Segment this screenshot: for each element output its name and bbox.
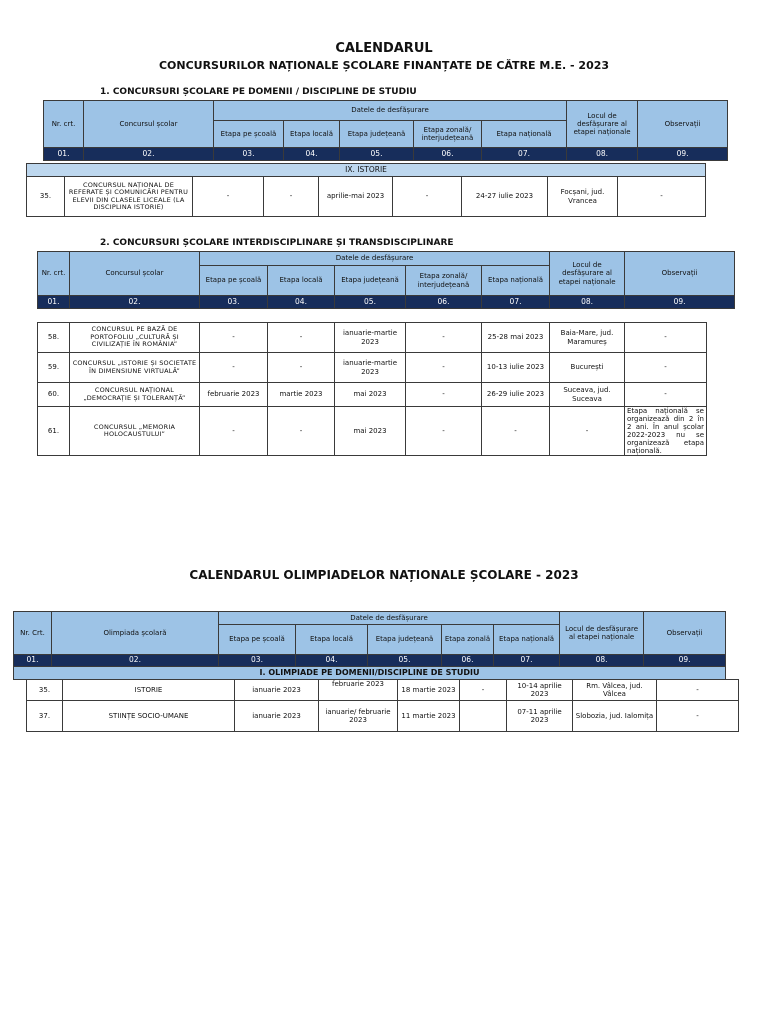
table-row — [38, 407, 707, 456]
row-judeteana: ianuarie-martie 2023 — [335, 323, 406, 353]
header-etapa-zonala: Etapa zonală/ interjudețeană — [406, 266, 482, 296]
row-obs: - — [657, 680, 739, 701]
col-number: 01. — [44, 148, 84, 161]
row-judeteana: aprilie-mai 2023 — [319, 177, 393, 217]
section-1-istorie-table — [26, 163, 706, 217]
header-etapa-nationala: Etapa națională — [482, 266, 550, 296]
col-number: 09. — [638, 148, 728, 161]
table-row — [27, 701, 739, 732]
row-nationala: - — [482, 407, 550, 456]
header-datele: Datele de desfășurare — [214, 101, 567, 121]
row-locul: Focșani, jud. Vrancea — [548, 177, 618, 217]
row-scoala: ianuarie 2023 — [235, 680, 319, 701]
col-number: 07. — [482, 296, 550, 309]
header-nr-crt: Nr. crt. — [44, 101, 84, 148]
row-nationala: 07-11 aprilie 2023 — [507, 701, 573, 732]
row-zonala: - — [393, 177, 462, 217]
row-obs: - — [618, 177, 706, 217]
header-observatii: Observații — [625, 252, 735, 296]
col-number: 07. — [494, 655, 560, 667]
header-etapa-judeteana: Etapa județeană — [340, 121, 414, 148]
col-number: 08. — [550, 296, 625, 309]
row-locala: februarie 2023 — [319, 680, 398, 701]
row-zonala: - — [406, 383, 482, 407]
col-number: 09. — [625, 296, 735, 309]
header-etapa-scoala: Etapa pe școală — [214, 121, 284, 148]
row-zonala: - — [406, 323, 482, 353]
row-locala: - — [268, 323, 335, 353]
header-locul: Locul de desfășurare al etapei naționale — [567, 101, 638, 148]
row-scoala: - — [200, 353, 268, 383]
col-number: 04. — [284, 148, 340, 161]
col-number: 08. — [567, 148, 638, 161]
row-nationala: 10-13 iulie 2023 — [482, 353, 550, 383]
row-olimpiada: ISTORIE — [63, 680, 235, 701]
row-nr: 58. — [38, 323, 70, 353]
header-datele: Datele de desfășurare — [219, 612, 560, 625]
row-nr: 35. — [27, 680, 63, 701]
table-row — [27, 177, 706, 217]
col-number: 04. — [296, 655, 368, 667]
row-locala: - — [264, 177, 319, 217]
col-number: 03. — [214, 148, 284, 161]
col-number: 01. — [38, 296, 70, 309]
row-judeteana: mai 2023 — [335, 407, 406, 456]
row-judeteana: ianuarie-martie 2023 — [335, 353, 406, 383]
row-zonala: - — [406, 353, 482, 383]
row-locul: București — [550, 353, 625, 383]
header-nr-crt: Nr. Crt. — [14, 612, 52, 655]
row-zonala: - — [460, 680, 507, 701]
header-etapa-locala: Etapa locală — [284, 121, 340, 148]
col-number: 06. — [442, 655, 494, 667]
col-number: 07. — [482, 148, 567, 161]
col-number: 03. — [219, 655, 296, 667]
olimpiade-rows-table — [26, 679, 739, 732]
table-row — [38, 353, 707, 383]
row-nr: 37. — [27, 701, 63, 732]
row-judeteana: mai 2023 — [335, 383, 406, 407]
header-etapa-locala: Etapa locală — [268, 266, 335, 296]
row-locala: ianuarie/ februarie 2023 — [319, 701, 398, 732]
col-number: 05. — [340, 148, 414, 161]
table-row — [38, 323, 707, 353]
category-band-istorie: IX. ISTORIE — [27, 164, 706, 177]
olimpiade-title: CALENDARUL OLIMPIADELOR NAȚIONALE ȘCOLARE - 2023 — [189, 568, 579, 582]
col-number: 05. — [335, 296, 406, 309]
row-olimpiada: STIINȚE SOCIO-UMANE — [63, 701, 235, 732]
header-etapa-locala: Etapa locală — [296, 625, 368, 655]
row-locul: Rm. Vâlcea, jud. Vâlcea — [573, 680, 657, 701]
table-row — [27, 680, 739, 701]
header-etapa-nationala: Etapa națională — [482, 121, 567, 148]
col-number: 02. — [52, 655, 219, 667]
col-number: 04. — [268, 296, 335, 309]
row-obs: - — [657, 701, 739, 732]
row-nr: 61. — [38, 407, 70, 456]
row-scoala: februarie 2023 — [200, 383, 268, 407]
row-nr: 35. — [27, 177, 65, 217]
header-etapa-scoala: Etapa pe școală — [219, 625, 296, 655]
col-number: 01. — [14, 655, 52, 667]
row-locul: Slobozia, jud. Ialomița — [573, 701, 657, 732]
header-etapa-judeteana: Etapa județeană — [335, 266, 406, 296]
olimpiade-header-table — [13, 611, 726, 680]
header-observatii: Observații — [644, 612, 726, 655]
section-1-header-table — [43, 100, 728, 161]
header-etapa-scoala: Etapa pe școală — [200, 266, 268, 296]
category-band-olimpiade: I. OLIMPIADE PE DOMENII/DISCIPLINE DE STUDIU — [14, 667, 726, 680]
row-locala: - — [268, 353, 335, 383]
header-observatii: Observații — [638, 101, 728, 148]
row-scoala: - — [200, 407, 268, 456]
row-concurs: CONCURSUL NAȚIONAL DE REFERATE ȘI COMUNICĂRI PENTRU ELEVII DIN CLASELE LICEALE (LA DISCIPLINA ISTORIE) — [65, 177, 193, 217]
row-nationala: 24-27 iulie 2023 — [462, 177, 548, 217]
row-scoala: - — [200, 323, 268, 353]
col-number: 05. — [368, 655, 442, 667]
row-locul: - — [550, 407, 625, 456]
header-etapa-zonala: Etapa zonală — [442, 625, 494, 655]
document-title: CALENDARUL — [335, 41, 433, 56]
row-scoala: ianuarie 2023 — [235, 701, 319, 732]
row-locala: - — [268, 407, 335, 456]
row-nationala: 26-29 iulie 2023 — [482, 383, 550, 407]
col-number: 02. — [84, 148, 214, 161]
col-number: 09. — [644, 655, 726, 667]
header-olimpiada: Olimpiada școlară — [52, 612, 219, 655]
row-nationala: 25-28 mai 2023 — [482, 323, 550, 353]
document-subtitle: CONCURSURILOR NAȚIONALE ȘCOLARE FINANȚATE DE CĂTRE M.E. - 2023 — [158, 59, 610, 72]
row-locul: Baia-Mare, jud. Maramureș — [550, 323, 625, 353]
row-obs: - — [625, 323, 707, 353]
row-zonala — [460, 701, 507, 732]
row-locul: Suceava, jud. Suceava — [550, 383, 625, 407]
row-obs: - — [625, 353, 707, 383]
header-concursul: Concursul școlar — [84, 101, 214, 148]
row-locala: martie 2023 — [268, 383, 335, 407]
header-etapa-zonala: Etapa zonală/ interjudețeană — [414, 121, 482, 148]
row-nr: 59. — [38, 353, 70, 383]
row-concurs: CONCURSUL „ISTORIE ȘI SOCIETATE ÎN DIMENSIUNE VIRTUALĂ” — [70, 353, 200, 383]
table-row — [38, 383, 707, 407]
header-datele: Datele de desfășurare — [200, 252, 550, 266]
row-obs: - — [625, 383, 707, 407]
row-zonala: - — [406, 407, 482, 456]
row-nr: 60. — [38, 383, 70, 407]
row-nationala: 10-14 aprilie 2023 — [507, 680, 573, 701]
header-nr-crt: Nr. crt. — [38, 252, 70, 296]
row-judeteana: 18 martie 2023 — [398, 680, 460, 701]
row-concurs: CONCURSUL „MEMORIA HOLOCAUSTULUI” — [70, 407, 200, 456]
row-concurs: CONCURSUL PE BAZĂ DE PORTOFOLIU „CULTURĂ ȘI CIVILIZAȚIE ÎN ROMÂNIA” — [70, 323, 200, 353]
col-number: 06. — [406, 296, 482, 309]
section-2-rows-table — [37, 322, 707, 456]
row-judeteana: 11 martie 2023 — [398, 701, 460, 732]
col-number: 02. — [70, 296, 200, 309]
section-2-header-table — [37, 251, 735, 309]
col-number: 06. — [414, 148, 482, 161]
col-number: 03. — [200, 296, 268, 309]
header-locul: Locul de desfășurare al etapei naționale — [550, 252, 625, 296]
header-etapa-judeteana: Etapa județeană — [368, 625, 442, 655]
section-2-heading: 2. CONCURSURI ȘCOLARE INTERDISCIPLINARE ȘI TRANSDISCIPLINARE — [100, 238, 454, 248]
row-concurs: CONCURSUL NAȚIONAL „DEMOCRAȚIE ȘI TOLERANȚĂ” — [70, 383, 200, 407]
header-locul: Locul de desfășurare al etapei naționale — [560, 612, 644, 655]
header-concursul: Concursul școlar — [70, 252, 200, 296]
row-obs: Etapa națională se organizează din 2 în 2 ani. În anul școlar 2022-2023 nu se organizează etapa națională. — [625, 407, 707, 456]
row-scoala: - — [193, 177, 264, 217]
col-number: 08. — [560, 655, 644, 667]
header-etapa-nationala: Etapa națională — [494, 625, 560, 655]
section-1-heading: 1. CONCURSURI ȘCOLARE PE DOMENII / DISCIPLINE DE STUDIU — [100, 87, 417, 97]
